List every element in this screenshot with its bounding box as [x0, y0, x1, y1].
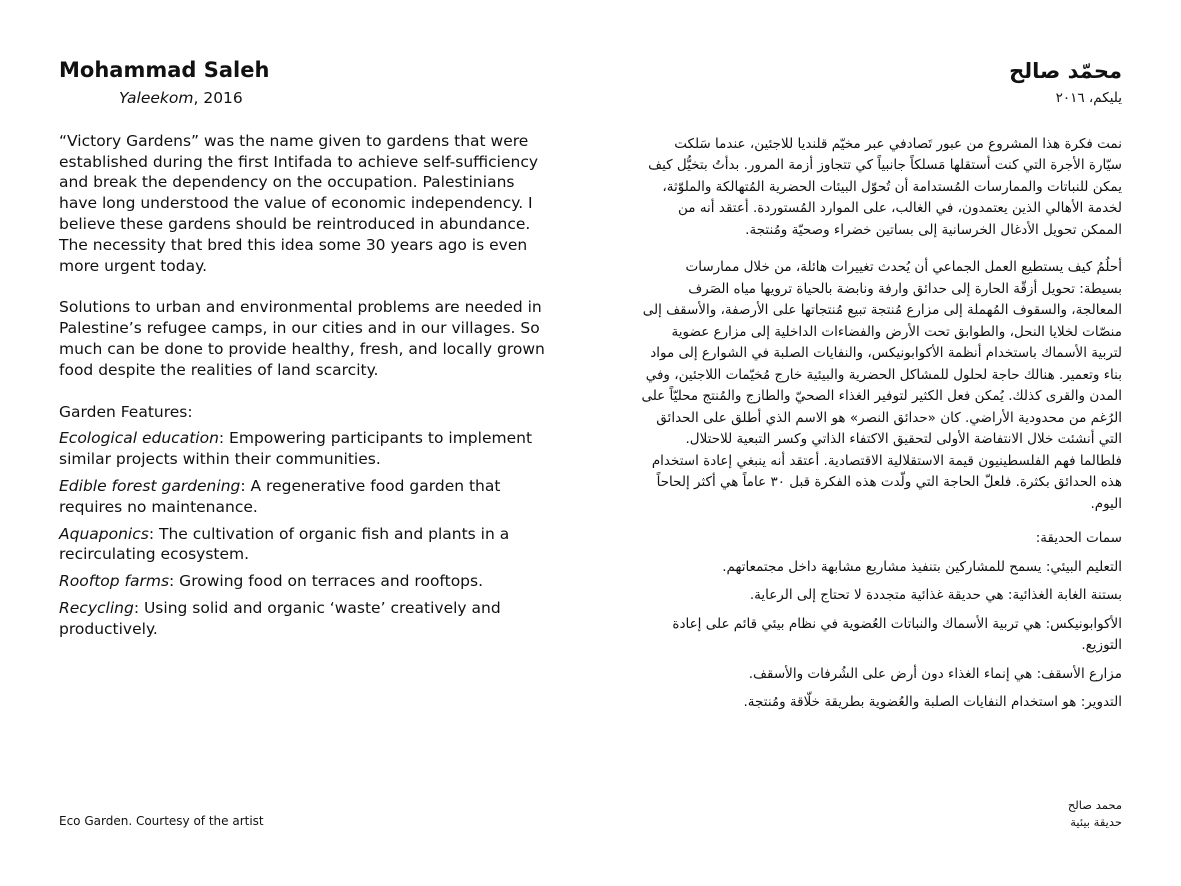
feature-text: : The cultivation of organic fish and plants in a recirculating ecosystem.	[59, 524, 510, 564]
feature-item-en	[59, 571, 549, 592]
feature-term: Aquaponics	[59, 524, 149, 543]
feature-text: : A regenerative food garden that requires no maintenance.	[59, 476, 501, 516]
intro-paragraph-en: “Victory Gardens” was the name given to gardens that were established during the first Intifada to achieve self-sufficiency and break the dependency on the occupation. Palestinians have long understood the value of economic independency. I believe these gardens should be reintroduced in abundance. The necessity that bred this idea some 30 years ago is even more urgent today.	[59, 131, 539, 275]
work-title-italic: Yaleekom	[119, 89, 194, 107]
work-year: , 2016	[193, 89, 243, 107]
feature-term: Recycling	[59, 598, 134, 617]
feature-item-ar: التعليم البيئي: يسمح للمشاركين بتنفيذ مشاريع مشابهة داخل مجتمعاتهم.	[722, 558, 1122, 575]
second-paragraph-en: Solutions to urban and environmental problems are needed in Palestine’s refugee camps, in our cities and in our villages. So much can be done to provide healthy, fresh, and locally grown food despite the realities of land scarcity.	[59, 298, 545, 379]
feature-item-en	[59, 428, 549, 470]
intro-paragraph-ar: نمت فكرة هذا المشروع من عبور تَصادفي عبر مخيّم قلنديا للاجئين، عندما سَلكت سيّارة الأجرة التي كنت أستقلها مَسلكاً جانبياً كي تتجاوز أزمة المرور. بدأتُ بتخيُّل كيف يمكن للنباتات والممارسات المُستدامة أن تُحوّل البيئات الحضرية المُتهالكة والملوّثة، لخدمة الأهالي الذين يعتمدون، في الغالب، على الموارد المُستوردة. أعتقد أنه من الممكن تحويل الأدغال الخرسانية إلى بساتين خضراء وصحيّة ومُنتجة.	[648, 135, 1122, 238]
image-caption-en: Eco Garden. Courtesy of the artist	[59, 814, 264, 828]
work-title-ar: يليكم، ٢٠١٦	[1055, 90, 1122, 106]
feature-term: Rooftop farms	[59, 572, 170, 591]
work-title-en	[119, 88, 549, 109]
feature-item-ar: الأكوابونيكس: هي تربية الأسماك والنباتات العُضوية في نظام بيئي قائم على إعادة التوزيع.	[672, 615, 1122, 653]
second-paragraph-ar: أحلُمُ كيف يستطيع العمل الجماعي أن يُحدث تغييرات هائلة، من خلال ممارسات بسيطة: تحويل أزقّة الحارة إلى حدائق وارفة ونابضة بالحياة ترويها مياه الصَرف المعالجة، والسقوف المُهملة إلى مزارع مُنتجة تبيع مُنتجاتها على الأرصفة، والأسقف إلى منصّات لخلايا النحل، والطوابق تحت الأرض والفضاءات الداخلية إلى مزارع عضوية لتربية الأسماك باستخدام أنظمة الأكوابونيكس، والنفايات الصلبة في الشوارع إلى مواد بناء وتعمير. هنالك حاجة لحلول للمشاكل الحضرية والبيئية خارج مُخيّمات اللاجئين، وفي المدن والقرى كذلك. يُمكن فعل الكثير لتوفير الغذاء الصحيّ والطازج والمُنتج محليّاً على الرُغم من محدودية الأراضي. كان «حدائق النصر» هو الاسم الذي أطلق على الحدائق التي أنشئت خلال الانتفاضة الأولى لتحقيق الاكتفاء الذاتي وكسر التبعية للاحتلال. فلطالما فهم الفلسطينيون قيمة الاستقلالية الاقتصادية. أعتقد أنه ينبغي إعادة استخدام هذه الحدائق بكثرة. فلعلّ الحاجة التي ولّدت هذه الفكرة قبل ٣٠ عاماً هي أكثر إلحاحاً اليوم.	[641, 259, 1122, 512]
feature-term: Ecological education	[59, 429, 219, 448]
feature-text: : Growing food on terraces and rooftops.	[169, 572, 484, 591]
english-column	[59, 56, 549, 640]
features-heading-en: Garden Features:	[59, 402, 193, 421]
feature-term: Edible forest gardening	[59, 476, 241, 495]
feature-item-en	[59, 476, 549, 518]
artist-name-ar: محمّد صالح	[1009, 59, 1122, 83]
feature-item-ar: مزارع الأسقف: هي إنماء الغذاء دون أرض على الشُرفات والأسقف.	[748, 665, 1122, 682]
feature-item-en	[59, 524, 549, 566]
feature-item-ar: بستنة الغابة الغذائية: هي حديقة غذائية متجددة لا تحتاج إلى الرعاية.	[749, 587, 1122, 603]
image-caption-ar	[1068, 797, 1122, 831]
artist-name-en: Mohammad Saleh	[59, 58, 270, 82]
feature-text: : Using solid and organic ‘waste’ creatively and productively.	[59, 598, 501, 638]
caption-artist-ar: محمد صالح	[1067, 798, 1122, 812]
feature-item-ar: التدوير: هو استخدام النفايات الصلبة والعُضوية بطريقة خلّاقة ومُنتجة.	[743, 694, 1122, 710]
caption-work-ar: حديقة بيئية	[1070, 815, 1122, 829]
features-heading-ar: سمات الحديقة:	[1035, 530, 1122, 546]
feature-text: : Empowering participants to implement similar projects within their communities.	[59, 429, 533, 469]
feature-item-en	[59, 598, 549, 640]
arabic-column	[640, 56, 1122, 714]
